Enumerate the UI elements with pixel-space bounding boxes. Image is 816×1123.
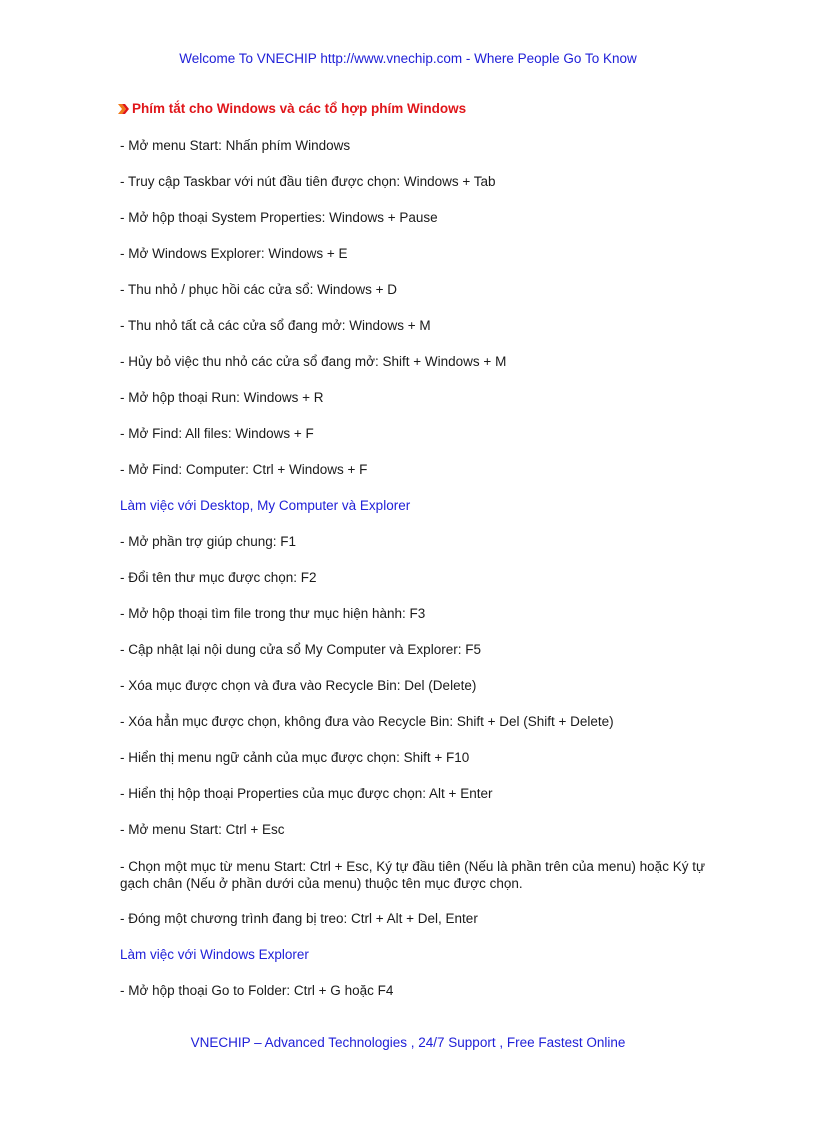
list-item: - Chọn một mục từ menu Start: Ctrl + Esc, Ký tự đầu tiên (Nếu là phần trên của menu) hoặc Ký tự gạch chân (Nếu ở phần dưới của menu) thuộc tên mục được chọn. (120, 859, 705, 891)
list-item: - Cập nhật lại nội dung cửa sổ My Computer và Explorer: F5 (120, 642, 481, 657)
list-item: - Xóa mục được chọn và đưa vào Recycle Bin: Del (Delete) (120, 678, 477, 693)
page-footer: VNECHIP – Advanced Technologies , 24/7 Support , Free Fastest Online (190, 1035, 626, 1050)
subsection-heading: Làm việc với Desktop, My Computer và Explorer (120, 498, 411, 513)
list-item: - Hiển thị menu ngữ cảnh của mục được chọn: Shift + F10 (120, 750, 470, 765)
section-title-text: Phím tắt cho Windows và các tổ hợp phím Windows (132, 101, 467, 116)
list-item: - Hủy bỏ việc thu nhỏ các cửa sổ đang mở: Shift + Windows + M (120, 354, 507, 369)
list-item: - Xóa hẳn mục được chọn, không đưa vào Recycle Bin: Shift + Del (Shift + Delete) (120, 714, 614, 729)
list-item: - Mở menu Start: Nhấn phím Windows (120, 138, 351, 153)
list-item: - Mở Find: All files: Windows + F (120, 426, 314, 441)
double-chevron-right-icon (118, 102, 130, 116)
section-title (118, 101, 466, 116)
list-item: - Thu nhỏ tất cả các cửa sổ đang mở: Windows + M (120, 318, 431, 333)
list-item: - Mở Windows Explorer: Windows + E (120, 246, 348, 261)
list-item: - Mở hộp thoại Go to Folder: Ctrl + G hoặc F4 (120, 983, 394, 998)
shortcut-list (120, 138, 710, 1019)
list-item: - Truy cập Taskbar với nút đầu tiên được chọn: Windows + Tab (120, 174, 496, 189)
page-header: Welcome To VNECHIP http://www.vnechip.com - Where People Go To Know (179, 51, 637, 66)
list-item: - Mở hộp thoại System Properties: Windows + Pause (120, 210, 438, 225)
list-item: - Mở menu Start: Ctrl + Esc (120, 822, 285, 837)
subsection-heading: Làm việc với Windows Explorer (120, 947, 309, 962)
list-item: - Đổi tên thư mục được chọn: F2 (120, 570, 317, 585)
list-item: - Mở hộp thoại Run: Windows + R (120, 390, 324, 405)
list-item: - Đóng một chương trình đang bị treo: Ctrl + Alt + Del, Enter (120, 911, 478, 926)
list-item: - Hiển thị hộp thoại Properties của mục được chọn: Alt + Enter (120, 786, 493, 801)
list-item: - Thu nhỏ / phục hồi các cửa sổ: Windows + D (120, 282, 398, 297)
list-item: - Mở hộp thoại tìm file trong thư mục hiện hành: F3 (120, 606, 426, 621)
list-item: - Mở phần trợ giúp chung: F1 (120, 534, 297, 549)
list-item: - Mở Find: Computer: Ctrl + Windows + F (120, 462, 368, 477)
